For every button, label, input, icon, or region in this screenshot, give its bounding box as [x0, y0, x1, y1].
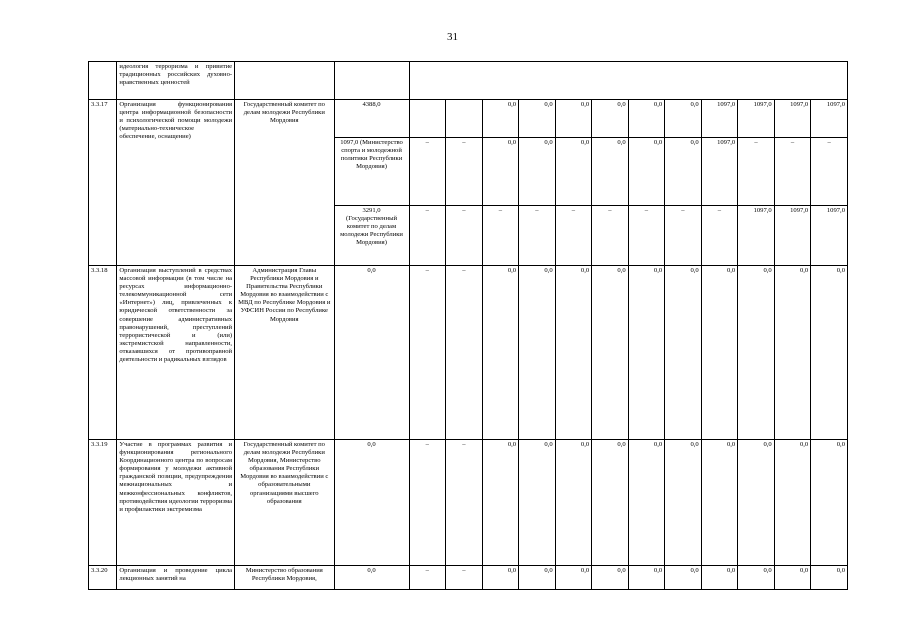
total-amount: 1097,0 (Министерство спорта и молодежной политики Республики Мордовия): [334, 138, 409, 206]
year-value: 0,0: [738, 266, 775, 440]
year-value: 0,0: [774, 440, 811, 566]
year-value: 0,0: [519, 266, 556, 440]
table-row: [89, 566, 848, 590]
year-value: 1097,0: [774, 100, 811, 138]
total-amount: 0,0: [334, 266, 409, 440]
year-value: –: [555, 206, 592, 266]
total-amount: 4388,0: [334, 100, 409, 138]
executor: Государственный комитет по делам молодежи Республики Мордовия: [235, 100, 334, 266]
year-value: 0,0: [592, 138, 629, 206]
year-value: 1097,0: [811, 100, 848, 138]
year-value: 0,0: [665, 566, 702, 590]
year-value: –: [409, 138, 446, 206]
year-value: 0,0: [665, 440, 702, 566]
year-value: –: [628, 206, 665, 266]
year-value: 0,0: [701, 266, 738, 440]
program-table: [88, 61, 848, 590]
year-value: 0,0: [482, 566, 519, 590]
year-value: 1097,0: [811, 206, 848, 266]
year-value: 1097,0: [701, 138, 738, 206]
total-amount: 0,0: [334, 566, 409, 590]
year-value: 0,0: [592, 266, 629, 440]
year-value: 0,0: [592, 566, 629, 590]
year-value: 1097,0: [738, 206, 775, 266]
year-value: 0,0: [738, 566, 775, 590]
year-value: 0,0: [774, 566, 811, 590]
measure-name: Организация выступлений в средствах массовой информации (в том числе на ресурсах информационно-телекоммуникационной сети «Интернет») лиц, привлеченных к юридической ответственности за совершение административных правонарушений, преступлений террористической и (или) экстремистской направленности, отказавшихся от противоправной деятельности и радикальных взглядов: [117, 266, 235, 440]
year-value: 0,0: [555, 566, 592, 590]
year-value: 0,0: [482, 138, 519, 206]
executor: Государственный комитет по делам молодежи Республики Мордовия, Министерство образования Республики Мордовия во взаимодействии с образовательными организациями высшего образования: [235, 440, 334, 566]
executor: Министерство образования Республики Мордовия,: [235, 566, 334, 590]
row-number: [89, 62, 117, 100]
year-value: 0,0: [482, 100, 519, 138]
row-number: 3.3.17: [89, 100, 117, 266]
year-value: [409, 100, 446, 138]
year-value: 0,0: [555, 266, 592, 440]
year-value: –: [701, 206, 738, 266]
year-value: 0,0: [665, 100, 702, 138]
table-row: [89, 100, 848, 138]
year-value: 0,0: [628, 440, 665, 566]
year-value: –: [446, 440, 483, 566]
measure-name: Участие в программах развития и функционирования регионального Координационного центра по вопросам формирования у молодежи активной гражданской позиции, предупреждения межнациональных и межконфессиональных конфликтов, противодействия идеологии терроризма и профилактики экстремизма: [117, 440, 235, 566]
year-value: 0,0: [519, 440, 556, 566]
total-amount: 3291,0 (Государственный комитет по делам молодежи Республики Мордовия): [334, 206, 409, 266]
total-amount: [334, 62, 409, 100]
executor: [235, 62, 334, 100]
year-value: 0,0: [701, 440, 738, 566]
year-value: 0,0: [519, 566, 556, 590]
year-value: –: [738, 138, 775, 206]
year-value: –: [592, 206, 629, 266]
year-value: 0,0: [555, 440, 592, 566]
year-value: 0,0: [701, 566, 738, 590]
table-row: [89, 440, 848, 566]
year-value: 0,0: [519, 100, 556, 138]
year-value: 0,0: [482, 266, 519, 440]
year-value: 0,0: [665, 266, 702, 440]
year-value: 0,0: [628, 138, 665, 206]
table-row: [89, 62, 848, 100]
year-value: 0,0: [555, 100, 592, 138]
table-row: [89, 266, 848, 440]
year-value: 0,0: [665, 138, 702, 206]
year-value: –: [446, 206, 483, 266]
year-value: –: [774, 138, 811, 206]
year-value: 0,0: [555, 138, 592, 206]
year-value: 0,0: [482, 440, 519, 566]
year-value: 1097,0: [738, 100, 775, 138]
year-value: 0,0: [628, 266, 665, 440]
year-value: [446, 100, 483, 138]
year-value: –: [409, 206, 446, 266]
year-value: –: [446, 266, 483, 440]
year-value: –: [446, 138, 483, 206]
row-number: 3.3.19: [89, 440, 117, 566]
row-number: 3.3.18: [89, 266, 117, 440]
total-amount: 0,0: [334, 440, 409, 566]
year-value: 1097,0: [701, 100, 738, 138]
year-value: 0,0: [738, 440, 775, 566]
yearly-values: [409, 62, 847, 100]
measure-name: Организация и проведение цикла лекционных занятий на: [117, 566, 235, 590]
year-value: 0,0: [811, 440, 848, 566]
year-value: 0,0: [628, 100, 665, 138]
year-value: 0,0: [628, 566, 665, 590]
year-value: 0,0: [774, 266, 811, 440]
year-value: –: [409, 266, 446, 440]
year-value: –: [409, 440, 446, 566]
year-value: –: [665, 206, 702, 266]
year-value: –: [446, 566, 483, 590]
page-number: 31: [447, 31, 458, 43]
year-value: 0,0: [811, 566, 848, 590]
year-value: 0,0: [811, 266, 848, 440]
year-value: 0,0: [592, 100, 629, 138]
measure-name: Организация функционирования центра информационной безопасности и психологической помощи молодежи (материально-техническое обеспечение, оснащение): [117, 100, 235, 266]
executor: Администрация Главы Республики Мордовия и Правительства Республики Мордовия во взаимодействии с МВД по Республике Мордовия и УФСИН России по Республике Мордовия: [235, 266, 334, 440]
year-value: –: [811, 138, 848, 206]
year-value: 1097,0: [774, 206, 811, 266]
year-value: –: [409, 566, 446, 590]
row-number: 3.3.20: [89, 566, 117, 590]
year-value: –: [482, 206, 519, 266]
year-value: 0,0: [592, 440, 629, 566]
measure-name: идеология терроризма и привитие традиционных российских духовно-нравственных ценностей: [117, 62, 235, 100]
year-value: 0,0: [519, 138, 556, 206]
year-value: –: [519, 206, 556, 266]
